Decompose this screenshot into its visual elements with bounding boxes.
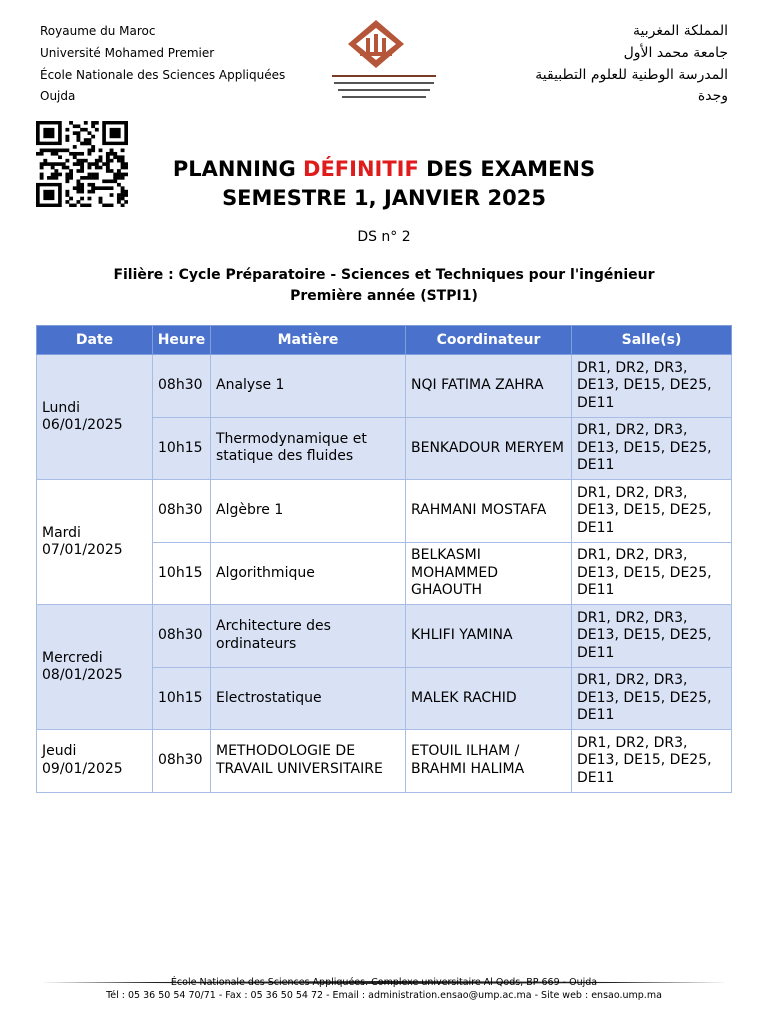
salles-cell: DR1, DR2, DR3, DE13, DE15, DE25, DE11 (572, 355, 732, 418)
qr-code (36, 121, 128, 207)
date-cell: Jeudi 09/01/2025 (37, 730, 153, 793)
table-header-row (37, 326, 732, 355)
coordinateur-cell: MALEK RACHID (406, 667, 572, 730)
salles-cell: DR1, DR2, DR3, DE13, DE15, DE25, DE11 (572, 417, 732, 480)
column-header-matiere: Matière (211, 326, 406, 355)
title-text: PLANNING (172, 157, 304, 181)
heure-cell: 08h30 (153, 480, 211, 543)
coordinateur-cell: BENKADOUR MERYEM (406, 417, 572, 480)
heure-cell: 10h15 (153, 417, 211, 480)
page-title-line2: SEMESTRE 1, JANVIER 2025 (222, 186, 546, 210)
date-cell: Mardi 07/01/2025 (37, 480, 153, 605)
date-cell: Mercredi 08/01/2025 (37, 605, 153, 730)
coordinateur-cell: ETOUIL ILHAM / BRAHMI HALIMA (406, 730, 572, 793)
coordinateur-cell: BELKASMI MOHAMMED GHAOUTH (406, 542, 572, 605)
footer-address: École Nationale des Sciences Appliquées. Complexe universitaire Al Qods, BP 669 - Oujda (170, 977, 598, 988)
salles-cell: DR1, DR2, DR3, DE13, DE15, DE25, DE11 (572, 542, 732, 605)
matiere-cell: Analyse 1 (211, 355, 406, 418)
table-row (37, 730, 732, 793)
header-left-line: École Nationale des Sciences Appliquées (40, 67, 286, 82)
matiere-cell: Thermodynamique et statique des fluides (211, 417, 406, 480)
salles-cell: DR1, DR2, DR3, DE13, DE15, DE25, DE11 (572, 730, 732, 793)
title-text: DES EXAMENS (418, 157, 596, 181)
date-cell: Lundi 06/01/2025 (37, 355, 153, 480)
matiere-cell: METHODOLOGIE DE TRAVAIL UNIVERSITAIRE (211, 730, 406, 793)
salles-cell: DR1, DR2, DR3, DE13, DE15, DE25, DE11 (572, 480, 732, 543)
coordinateur-cell: KHLIFI YAMINA (406, 605, 572, 668)
column-header-coordinateur: Coordinateur (406, 326, 572, 355)
header-right-line: وجدة (697, 88, 728, 105)
matiere-cell: Architecture des ordinateurs (211, 605, 406, 668)
filiere-level: Première année (STPI1) (290, 288, 478, 304)
footer-divider (40, 969, 728, 972)
footer-contact: Tél : 05 36 50 54 70/71 - Fax : 05 36 50 54 72 - Email : administration.ensao@ump.ac.ma - Site web : ensao.ump.ma (106, 990, 662, 1001)
header-left-line: Royaume du Maroc (40, 24, 156, 38)
table-row (37, 480, 732, 543)
heure-cell: 10h15 (153, 667, 211, 730)
heure-cell: 08h30 (153, 605, 211, 668)
heure-cell: 10h15 (153, 542, 211, 605)
header-right-line: المدرسة الوطنية للعلوم التطبيقية (535, 66, 728, 83)
header-right-arabic (535, 21, 728, 108)
column-header-heure: Heure (153, 326, 211, 355)
heure-cell: 08h30 (153, 730, 211, 793)
salles-cell: DR1, DR2, DR3, DE13, DE15, DE25, DE11 (572, 605, 732, 668)
table-row (37, 355, 732, 418)
heure-cell: 08h30 (153, 355, 211, 418)
salles-cell: DR1, DR2, DR3, DE13, DE15, DE25, DE11 (572, 667, 732, 730)
coordinateur-cell: RAHMANI MOSTAFA (406, 480, 572, 543)
school-logo (328, 18, 440, 108)
column-header-salles: Salle(s) (572, 326, 732, 355)
matiere-cell: Electrostatique (211, 667, 406, 730)
header-left-line: Oujda (40, 89, 76, 104)
exam-schedule-table (36, 325, 732, 793)
header-left-line: Université Mohamed Premier (40, 45, 215, 60)
column-header-date: Date (37, 326, 153, 355)
header-right-line: جامعة محمد الأول (623, 44, 728, 61)
page-title-line1 (130, 155, 638, 183)
matiere-cell: Algorithmique (211, 542, 406, 605)
coordinateur-cell: NQI FATIMA ZAHRA (406, 355, 572, 418)
header-right-line: المملكة المغربية (632, 23, 728, 39)
ds-number: DS n° 2 (357, 229, 411, 245)
title-accent: DÉFINITIF (303, 157, 419, 181)
filiere-line: Filière : Cycle Préparatoire - Sciences et Techniques pour l'ingénieur (113, 267, 655, 283)
header-left-french (40, 21, 285, 108)
matiere-cell: Algèbre 1 (211, 480, 406, 543)
filiere-info (0, 265, 768, 307)
table-row (37, 605, 732, 668)
